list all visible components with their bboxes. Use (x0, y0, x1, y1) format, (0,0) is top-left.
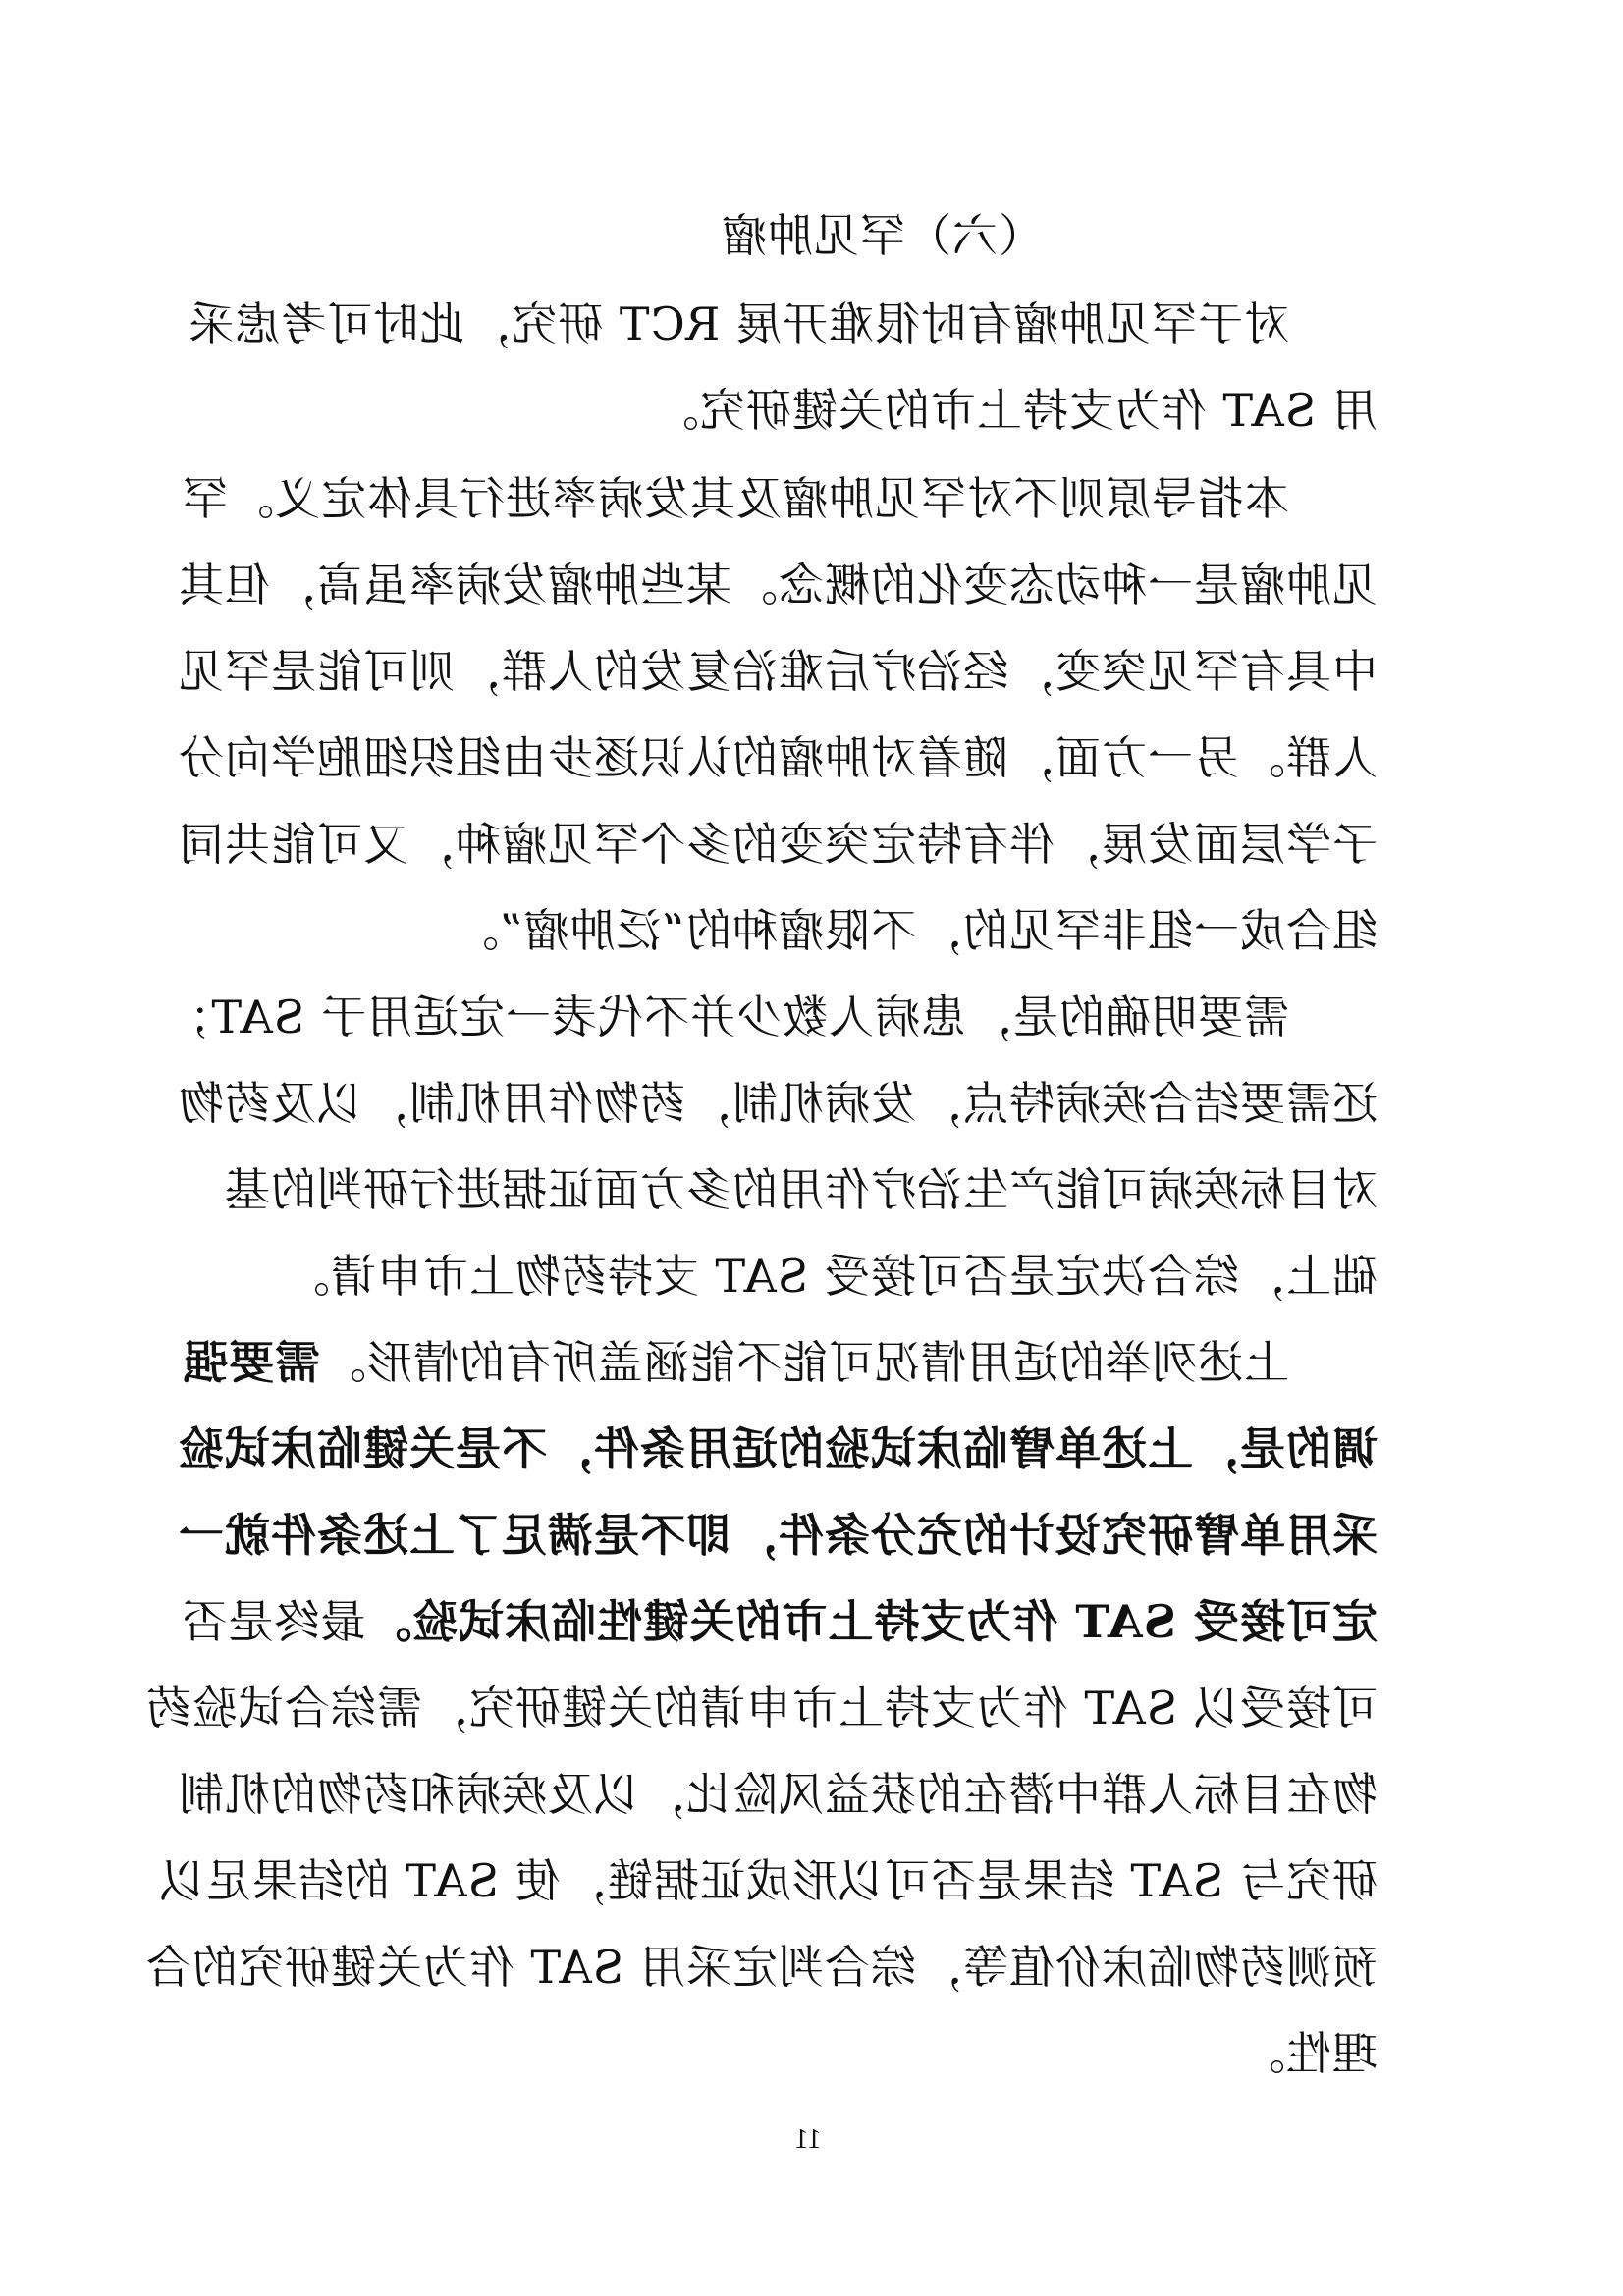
normal-text: 最终是否 (181, 1595, 366, 1648)
paragraph-line: 对于罕见肿瘤有时很难开展 RCT 研究，此时可考虑采 (188, 297, 1289, 350)
page-number: 11 (794, 2124, 822, 2155)
paragraph-line: 见肿瘤是一种动态变化的概念。某些肿瘤发病率虽高，但其 (178, 559, 1378, 612)
bold-text: 需要强 (182, 1336, 320, 1389)
paragraph-line: 用 SAT 作为支持上市的关键研究。 (652, 384, 1378, 437)
paragraph-line: 对目标疾病可能产生治疗作用的多方面证据进行研判的基 (224, 1163, 1378, 1216)
paragraph-line (181, 1592, 1378, 1651)
paragraph-line: 预测药物临床价值等，综合判定采用 SAT 作为关键研究的合 (144, 1941, 1378, 1994)
paragraph-line-bold: 调的是，上述单臂临床试验的适用条件，不是关键临床试验 (178, 1422, 1378, 1475)
section-heading: （六）罕见肿瘤 (721, 209, 1044, 262)
paragraph-line (182, 1333, 1289, 1392)
bold-text: 定可接受 SAT 作为支持上市的关键性临床试验。 (365, 1595, 1378, 1648)
normal-text: 上述列举的适用情况可能不能涵盖所有的情形。 (320, 1336, 1289, 1389)
paragraph-line: 物在目标人群中潜在的获益风险比，以及疾病和药物的机制 (178, 1768, 1378, 1821)
paragraph-line: 需要明确的是，患病人数少并不代表一定适用于 SAT； (164, 990, 1289, 1043)
paragraph-line: 本指导原则不对罕见肿瘤及其发病率进行具体定义。罕 (182, 472, 1289, 525)
paragraph-line: 研究与 SAT 结果是否可以形成证据链，使 SAT 的结果足以 (158, 1854, 1378, 1907)
paragraph-line: 组合成一组非罕见的，不限瘤种的“泛肿瘤”。 (452, 904, 1378, 957)
paragraph-line: 人群。另一方面，随着对肿瘤的认识逐步由组织细胞学向分 (178, 731, 1378, 784)
paragraph-line-bold: 采用单臂研究设计的充分条件，即不是满足了上述条件就一 (178, 1509, 1378, 1562)
paragraph-line: 可接受以 SAT 作为支持上市申请的关键研究，需综合试验药 (144, 1682, 1378, 1735)
paragraph-line: 理性。 (1239, 2027, 1378, 2080)
paragraph-line: 中具有罕见突变，经治疗后难治复发的人群，则可能是罕见 (178, 645, 1378, 698)
paragraph-line: 础上，综合决定是否可接受 SAT 支持药物上市申请。 (283, 1250, 1378, 1303)
paragraph-line: 还需要结合疾病特点，发病机制，药物作用机制，以及药物 (178, 1077, 1378, 1130)
paragraph-line: 子学层面发展，伴有特定突变的多个罕见瘤种，又可能共同 (178, 818, 1378, 871)
